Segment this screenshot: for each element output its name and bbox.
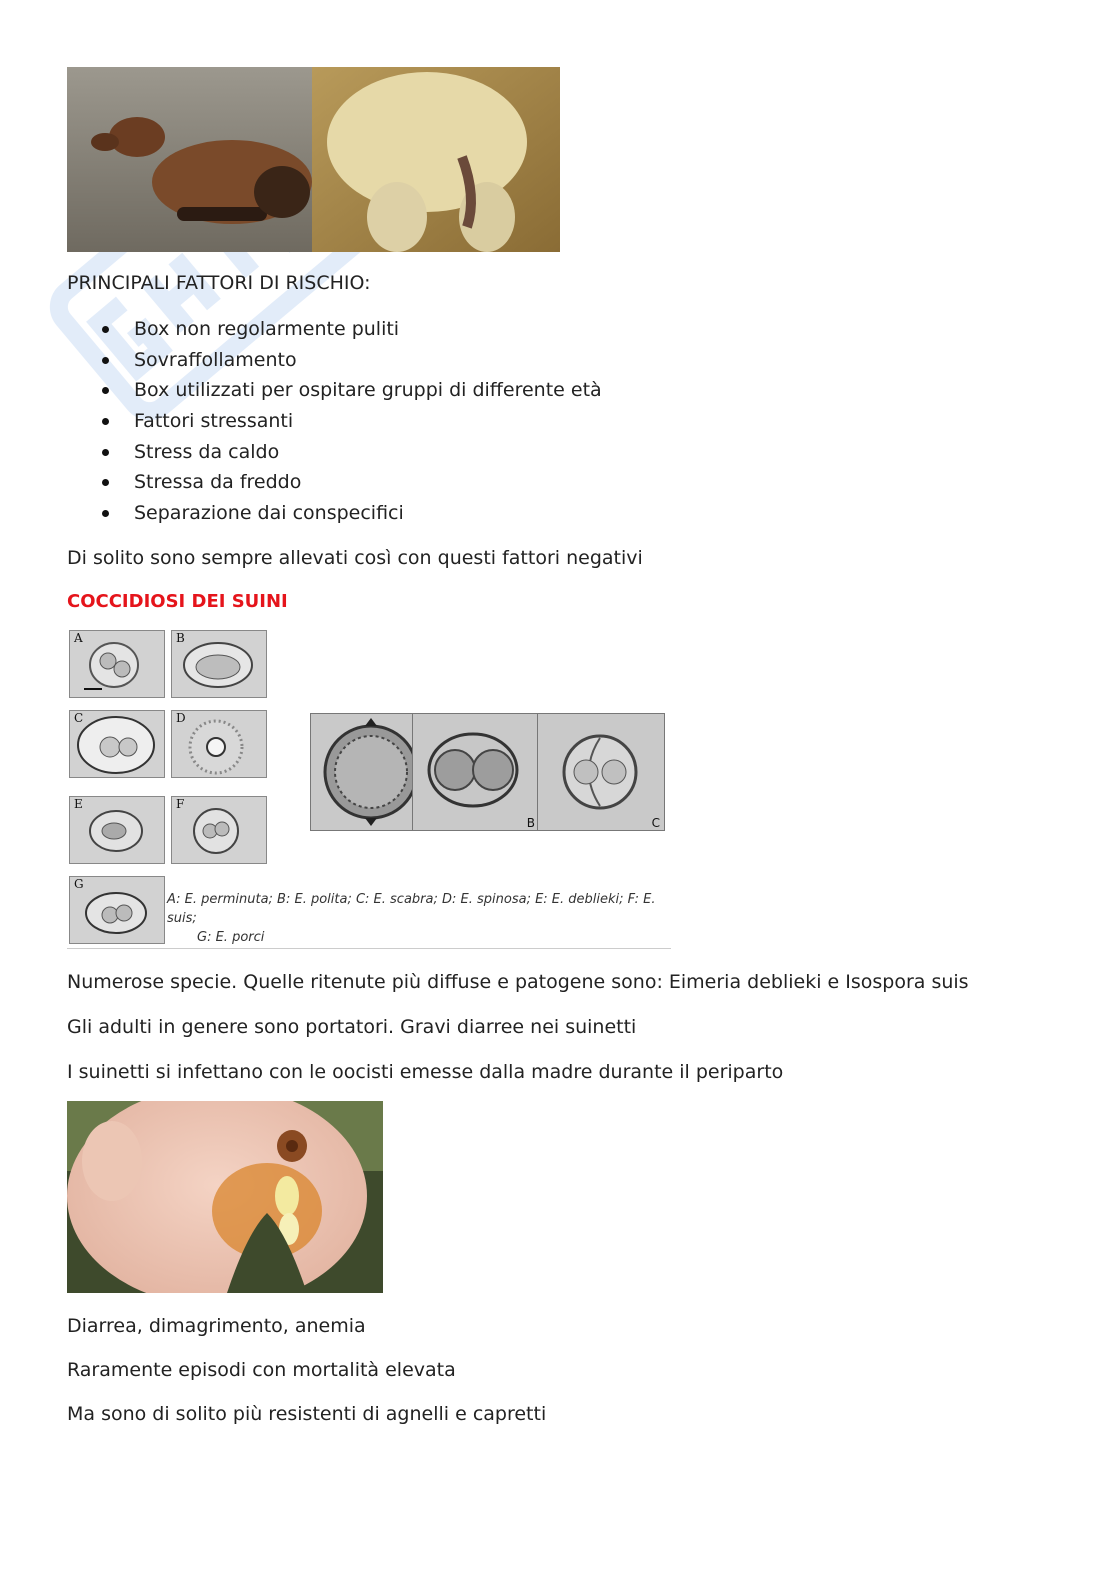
figure-divider xyxy=(67,948,671,949)
list-item: Box utilizzati per ospitare gruppi di differente età xyxy=(97,377,602,408)
bullet-icon xyxy=(102,479,109,486)
section-title: COCCIDIOSI DEI SUINI xyxy=(67,591,288,612)
list-item: Fattori stressanti xyxy=(97,408,602,439)
risk-factors-heading: PRINCIPALI FATTORI DI RISCHIO: xyxy=(67,272,371,294)
bullet-icon xyxy=(102,387,109,394)
list-item: Box non regolarmente puliti xyxy=(97,316,602,347)
piglet-photo xyxy=(67,1101,383,1293)
bullet-icon xyxy=(102,418,109,425)
oocyst-figure xyxy=(67,628,671,950)
oocyst-cell: C xyxy=(69,710,165,778)
paragraph-solito: Di solito sono sempre allevati così con questi fattori negativi xyxy=(67,547,643,569)
risk-factors-list xyxy=(97,316,602,531)
micrograph-b: B xyxy=(412,713,540,831)
oocyst-cell: A xyxy=(69,630,165,698)
animal-photo xyxy=(67,67,560,252)
oocyst-cell: F xyxy=(171,796,267,864)
micrograph-c: C xyxy=(537,713,665,831)
oocyst-cell: B xyxy=(171,630,267,698)
paragraph-symptoms: Diarrea, dimagrimento, anemia xyxy=(67,1315,366,1337)
bullet-icon xyxy=(102,449,109,456)
paragraph-infection: I suinetti si infettano con le oocisti emesse dalla madre durante il periparto xyxy=(67,1061,784,1083)
figure-caption: A: E. perminuta; B: E. polita; C: E. scabra; D: E. spinosa; E: E. deblieki; F: E. suis; G: E. porci xyxy=(167,892,656,945)
list-item: Separazione dai conspecifici xyxy=(97,500,602,531)
list-item: Stressa da freddo xyxy=(97,469,602,500)
list-item: Sovraffollamento xyxy=(97,347,602,378)
oocyst-cell: E xyxy=(69,796,165,864)
paragraph-mortality: Raramente episodi con mortalità elevata xyxy=(67,1359,456,1381)
bullet-icon xyxy=(102,510,109,517)
paragraph-resistance: Ma sono di solito più resistenti di agnelli e capretti xyxy=(67,1403,547,1425)
oocyst-cell: G xyxy=(69,876,165,944)
list-item: Stress da caldo xyxy=(97,439,602,470)
oocyst-cell: D xyxy=(171,710,267,778)
bullet-icon xyxy=(102,357,109,364)
bullet-icon xyxy=(102,326,109,333)
paragraph-adults: Gli adulti in genere sono portatori. Gravi diarree nei suinetti xyxy=(67,1016,637,1038)
paragraph-species: Numerose specie. Quelle ritenute più diffuse e patogene sono: Eimeria deblieki e Isospora suis xyxy=(67,971,969,993)
